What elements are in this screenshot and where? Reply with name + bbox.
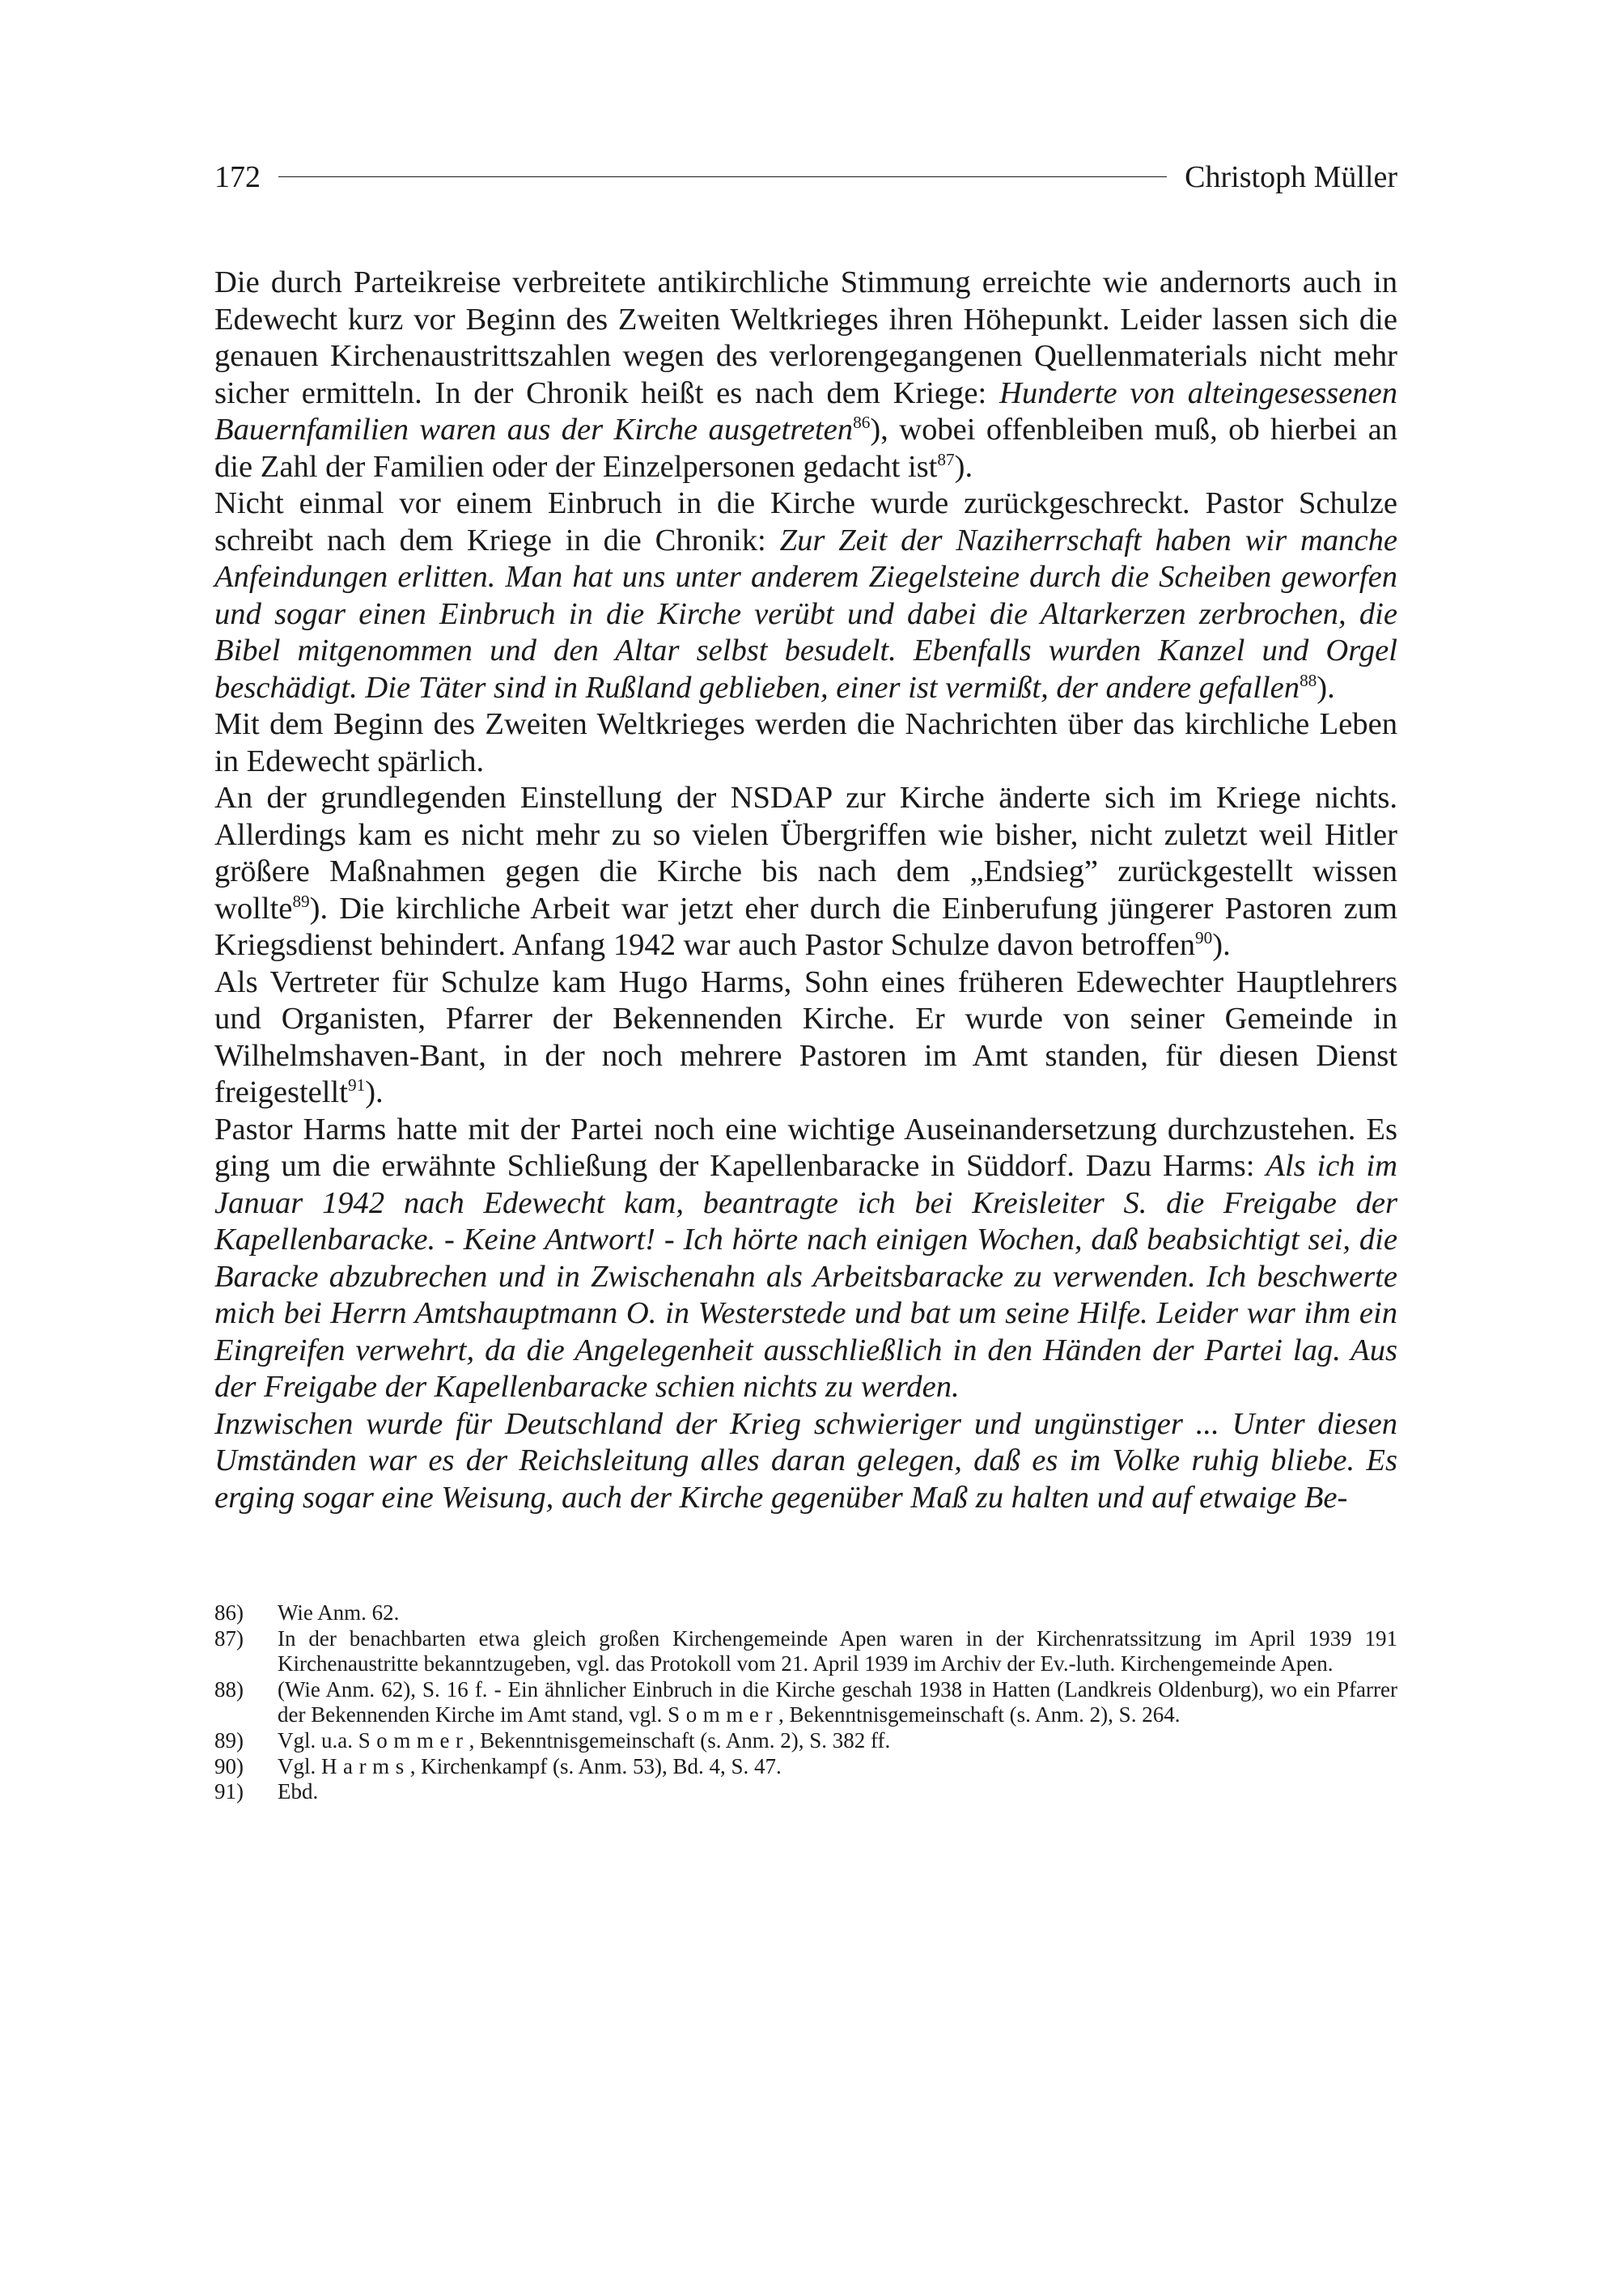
text-run: , Kirchenkampf (s. Anm. 53), Bd. 4, S. 47. [409,1753,782,1778]
body-paragraph [214,780,1397,964]
footnote [214,1728,1397,1754]
quoted-text: Als ich im Januar 1942 nach Edewecht kam, beantragte ich bei Kreisleiter S. die Freigabe der Kapellenbaracke. - Keine Antwort! - Ich hörte nach einigen Wochen, daß beabsichtigt sei, die Baracke abzubrechen und in Zwischenahn als Arbeitsbaracke zu verwenden. Ich beschwerte mich bei Herrn Amtshauptmann O. in Westerstede und bat um seine Hilfe. Leider war ihm ein Eingreifen verwehrt, da die Angelegenheit ausschließlich in den Händen der Partei lag. Aus der Freigabe der Kapellenbaracke schien nichts zu werden. [214,1149,1397,1404]
text-run: Wie Anm. 62. [278,1600,400,1625]
footnote-text [278,1626,1397,1677]
text-run: In der benachbarten etwa gleich großen Kirchengemeinde Apen waren in der Kirchenratssitzung im April 1939 191 Kirchenaustritte bekanntzugeben, vgl. das Protokoll vom 21. April 1939 im Archiv der Ev.-luth. Kirchengemeinde Apen. [278,1625,1397,1676]
text-run: (Wie Anm. 62), S. 16 f. - Ein ähnlicher Einbruch in die Kirche geschah 1938 in Hatten (Landkreis Oldenburg), wo ein Pfarrer der Bekennenden Kirche im Amt stand, vgl. [278,1676,1397,1727]
text-run: Nicht einmal vor einem Einbruch in die Kirche wurde zurückgeschreckt. Pastor Schulze schreibt nach dem Kriege in die Chronik: [214,486,1397,557]
footnote-ref: 89 [292,891,310,911]
footnote [214,1677,1397,1728]
text-run: ). Die kirchliche Arbeit war jetzt eher durch die Einberufung jüngerer Pastoren zum Kriegsdienst behindert. Anfang 1942 war auch Pastor Schulze davon betroffen [214,891,1397,962]
footnote-number: 90) [214,1753,244,1778]
body-paragraph [214,1112,1397,1406]
text-run: Pastor Harms hatte mit der Partei noch eine wichtige Auseinandersetzung durchzustehen. Es ging um die erwähnte Schließung der Kapellenbaracke in Süddorf. Dazu Harms: [214,1112,1397,1183]
page-number: 172 [214,160,261,194]
body-paragraph [214,485,1397,706]
text-run: ). [1317,670,1335,705]
footnote-text [278,1728,1397,1754]
footnote-ref: 88 [1300,670,1317,690]
quoted-text: Inzwischen wurde für Deutschland der Krieg schwieriger und ungünstiger ... Unter diesen Umständen war es der Reichsleitung alles daran gelegen, daß es im Volke ruhig bliebe. Es erging sogar eine Weisung, auch der Kirche gegenüber Maß zu halten und auf etwaige Be- [214,1406,1397,1515]
text-run: Als Vertreter für Schulze kam Hugo Harms, Sohn eines früheren Edewechter Hauptlehrers und Organisten, Pfarrer der Bekennenden Kirche. Er wurde von seiner Gemeinde in Wilhelmshaven-Bant, in der noch mehrere Pastoren im Amt standen, für diesen Dienst freigestellt [214,964,1397,1109]
footnote-number: 87) [214,1625,244,1651]
footnote [214,1779,1397,1805]
footnote-text [278,1600,1397,1626]
body-paragraph [214,265,1397,485]
text-run: ), wobei offenbleiben muß, ob hierbei an die Zahl der Familien oder der Einzelpersonen gedacht ist [214,413,1398,484]
body-paragraph [214,1406,1397,1517]
spaced-author-name: Sommer [358,1727,469,1753]
main-text [214,265,1397,1516]
text-run: Vgl. u.a. [278,1727,358,1753]
footnote-text [278,1754,1397,1780]
footnote-number: 86) [214,1600,244,1625]
spaced-author-name: Sommer [668,1702,778,1727]
spaced-author-name: Harms [321,1753,410,1778]
text-run: Die durch Parteikreise verbreitete antikirchliche Stimmung erreichte wie andernorts auch in Edewecht kurz vor Beginn des Zweiten Weltkrieges ihren Höhepunkt. Leider lassen sich die genauen Kirchenaustrittszahlen wegen des verlorengegangenen Quellenmaterials nicht mehr sicher ermitteln. In der Chronik heißt es nach dem Kriege: [214,265,1397,410]
footnote-number: 88) [214,1676,244,1702]
body-paragraph [214,964,1397,1112]
text-run: ). [954,449,973,484]
text-run: , Bekenntnisgemeinschaft (s. Anm. 2), S. 382 ff. [469,1727,891,1753]
footnote-ref: 91 [347,1075,366,1096]
header-rule [278,176,1167,177]
footnote [214,1626,1397,1677]
text-run: , Bekenntnisgemeinschaft (s. Anm. 2), S. 264. [778,1702,1181,1727]
footnote-number: 89) [214,1727,244,1753]
footnote [214,1600,1397,1626]
quoted-text: Zur Zeit der Naziherrschaft haben wir manche Anfeindungen erlitten. Man hat uns unter anderem Ziegelsteine durch die Scheiben geworfen und sogar einen Einbruch in die Kirche verübt und dabei die Altarkerzen zerbrochen, die Bibel mitgenommen und den Altar selbst besudelt. Ebenfalls wurden Kanzel und Orgel beschädigt. Die Täter sind in Rußland geblieben, einer ist vermißt, der andere gefallen [214,523,1397,705]
text-run: ). [365,1075,384,1109]
text-run: Ebd. [278,1779,319,1804]
running-head-author: Christoph Müller [1185,160,1397,194]
footnote-text [278,1677,1397,1728]
footnote-ref: 86 [853,413,871,433]
footnote-text [278,1779,1397,1805]
quoted-text: Hunderte von alteingesessenen Bauernfamilien waren aus der Kirche ausgetreten [214,375,1397,447]
footnote-ref: 87 [937,449,955,469]
text-run: Vgl. [278,1753,321,1778]
book-page [214,158,1397,1805]
body-paragraph [214,706,1397,780]
text-run: An der grundlegenden Einstellung der NSDAP zur Kirche änderte sich im Kriege nichts. Allerdings kam es nicht mehr zu so vielen Übergriffen wie bisher, nicht zuletzt weil Hitler größere Maßnahmen gegen die Kirche bis nach dem „Endsieg” zurückgestellt wissen wollte [214,781,1397,926]
footnote [214,1754,1397,1780]
footnote-ref: 90 [1195,928,1213,948]
running-head [214,158,1397,197]
footnotes [214,1600,1397,1805]
footnote-number: 91) [214,1779,244,1804]
text-run: Mit dem Beginn des Zweiten Weltkrieges werden die Nachrichten über das kirchliche Leben in Edewecht spärlich. [214,707,1397,778]
text-run: ). [1212,928,1231,962]
